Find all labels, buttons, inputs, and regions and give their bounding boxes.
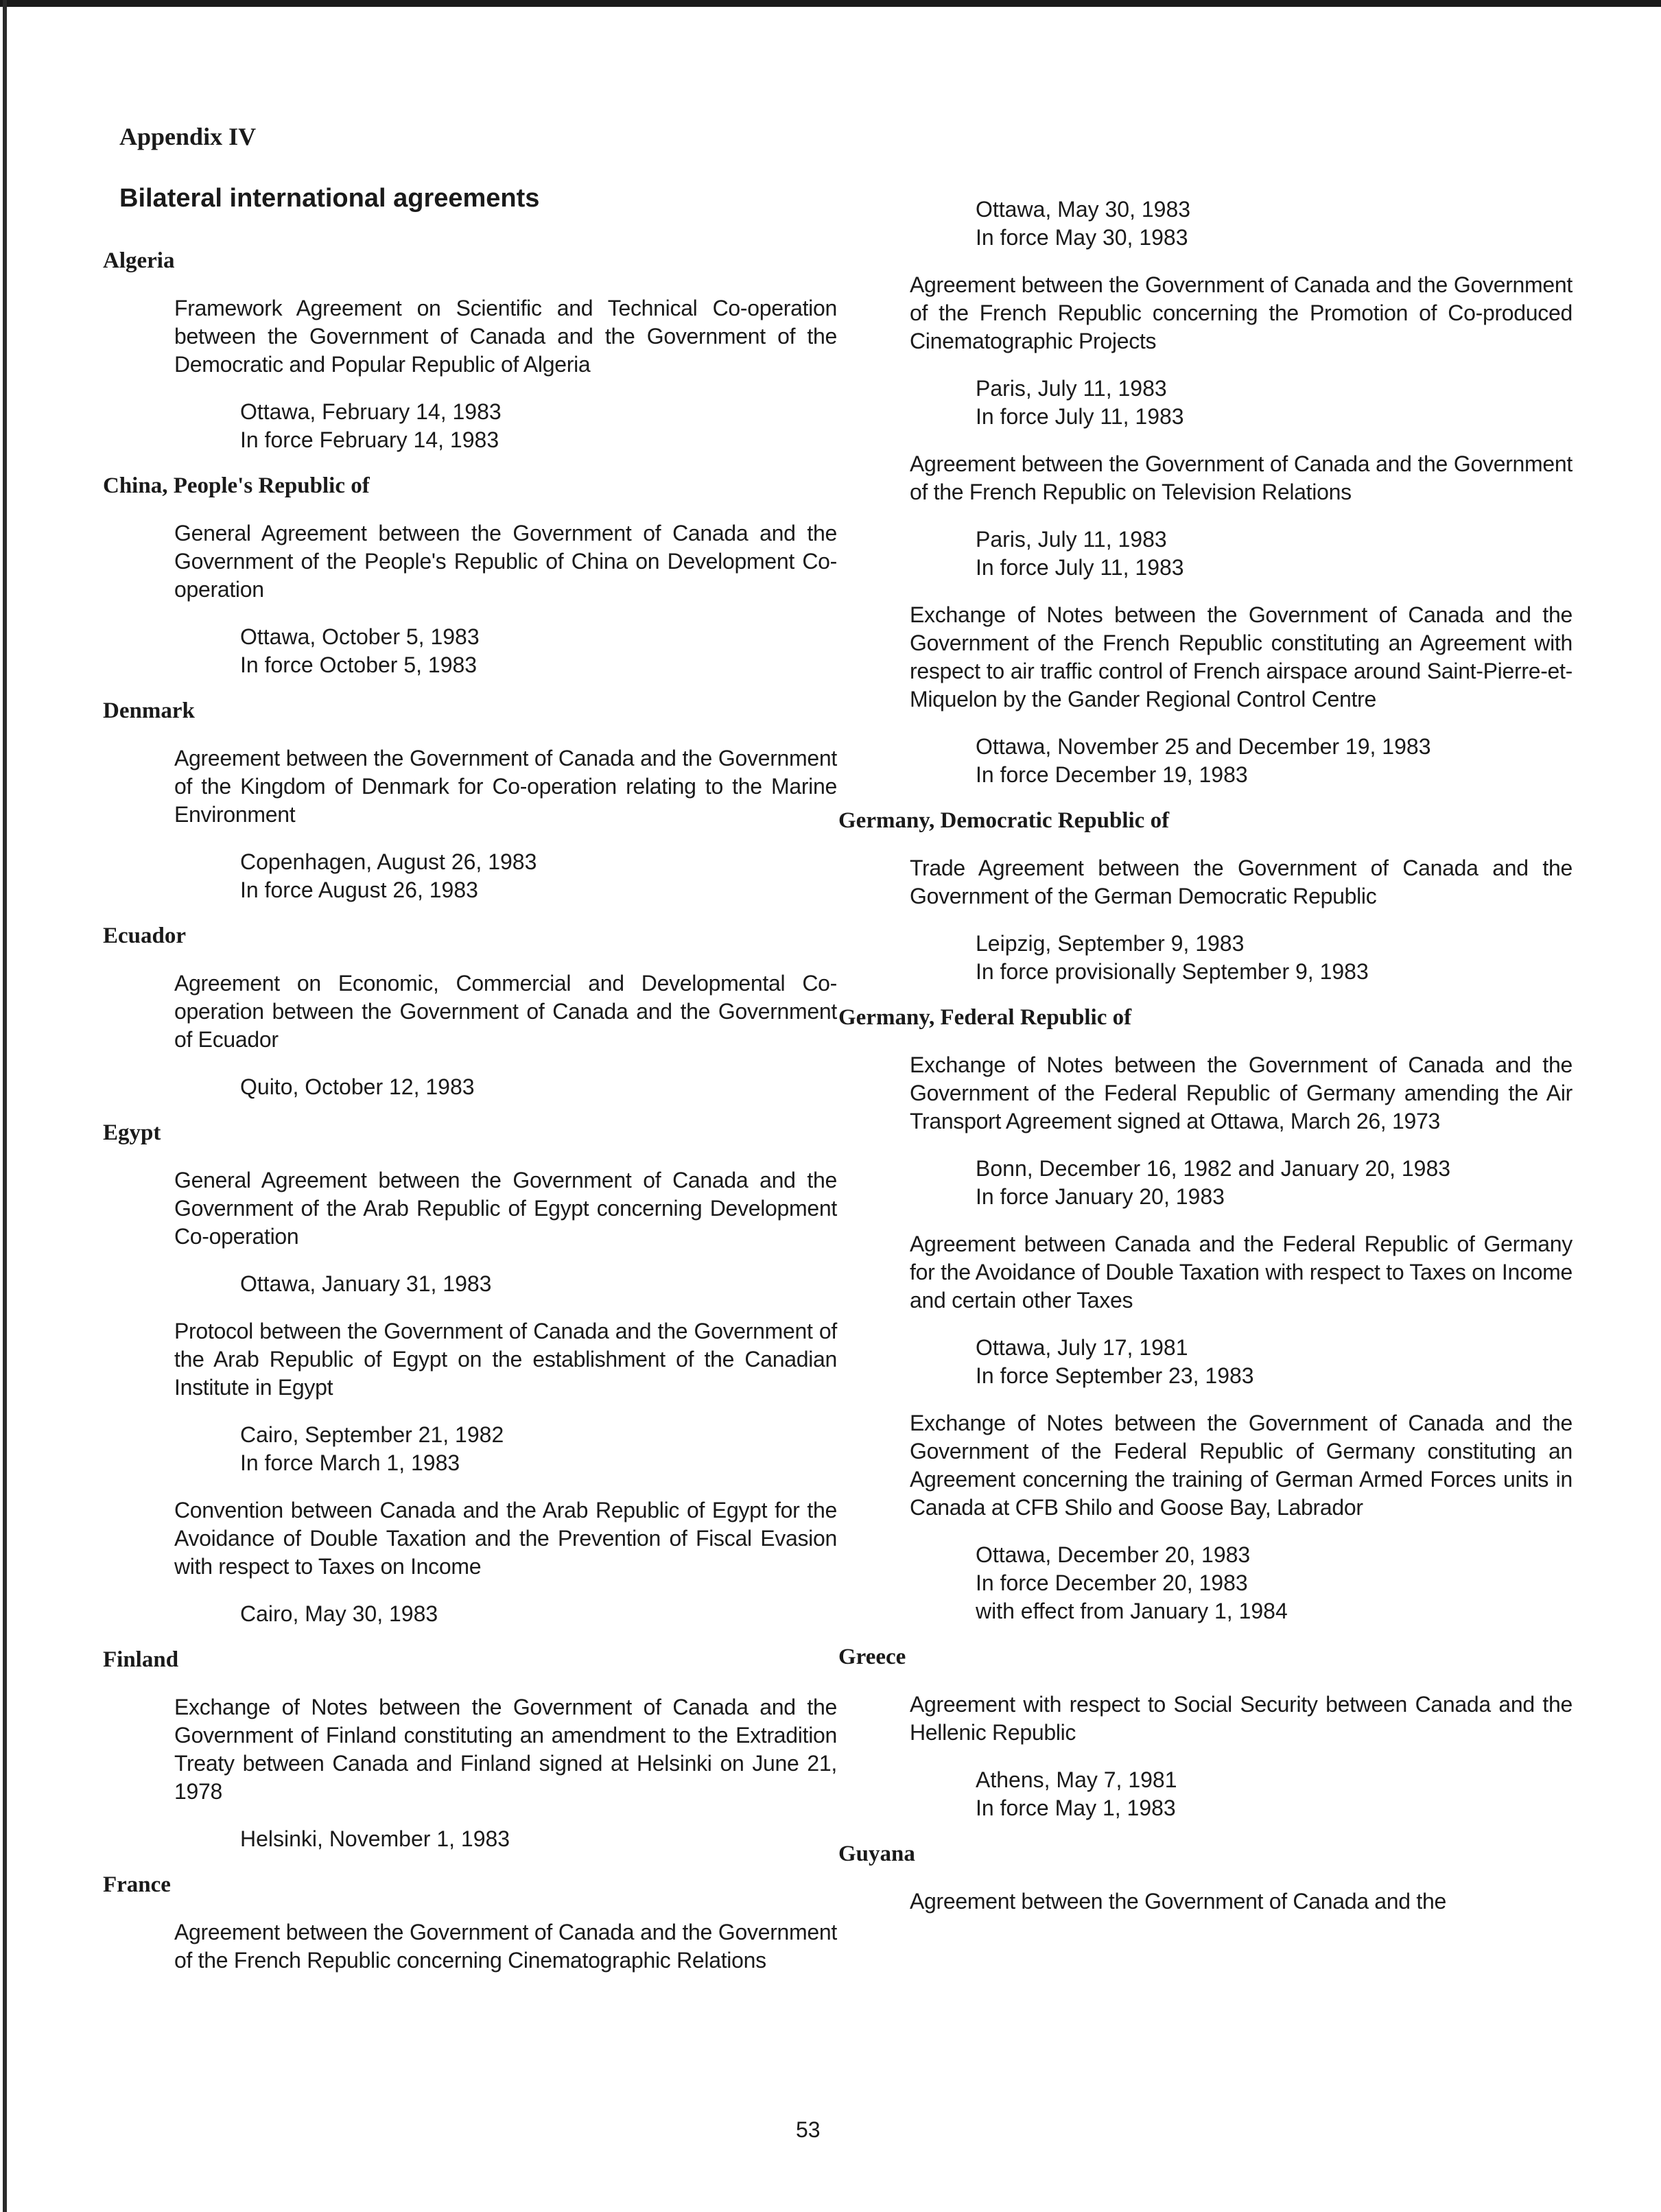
- agreement-title: Trade Agreement between the Government of Canada and the Government of the German Democratic Republic: [910, 856, 1572, 908]
- agreement-title: Framework Agreement on Scientific and Technical Co-operation between the Government of Canada and the Government of the Democratic and Popular Republic of Algeria: [174, 296, 837, 377]
- agreement-details: [240, 1825, 837, 1853]
- agreement-entry: [174, 519, 837, 679]
- agreement-entry: [174, 744, 837, 904]
- agreement-details: [240, 623, 837, 679]
- country-heading: France: [103, 1872, 171, 1897]
- agreement-details: [240, 398, 837, 454]
- agreement-detail-line: with effect from January 1, 1984: [976, 1599, 1288, 1623]
- agreement-details: [240, 848, 837, 904]
- page-title: Bilateral international agreements: [119, 184, 540, 213]
- agreement-entry: [910, 450, 1572, 582]
- country-heading: Germany, Federal Republic of: [838, 1005, 1132, 1030]
- country-heading: Algeria: [103, 248, 175, 273]
- agreement-details: [976, 526, 1572, 582]
- agreement-entry: [910, 854, 1572, 986]
- agreement-details: [976, 1541, 1572, 1625]
- agreement-title: Agreement between the Government of Canada and the Government of the Kingdom of Denmark for Co-operation relating to the Marine Environment: [174, 746, 837, 827]
- agreement-title: Agreement between the Government of Canada and the Government of the French Republic on Television Relations: [910, 451, 1572, 504]
- agreement-title: Exchange of Notes between the Government of Canada and the Government of the Federal Republic of Germany amending the Air Transport Agreement signed at Ottawa, March 26, 1973: [910, 1052, 1572, 1133]
- agreement-entry: [910, 196, 1572, 252]
- right-column: [838, 196, 1572, 1935]
- left-column: [103, 248, 837, 1994]
- agreement-detail-line: Leipzig, September 9, 1983: [976, 931, 1245, 956]
- agreement-detail-line: Copenhagen, August 26, 1983: [240, 849, 537, 874]
- agreement-entry: [174, 1693, 837, 1853]
- agreement-detail-line: Ottawa, December 20, 1983: [976, 1542, 1251, 1567]
- agreement-entry: [174, 1496, 837, 1628]
- agreement-detail-line: In force September 23, 1983: [976, 1363, 1254, 1388]
- agreement-detail-line: Ottawa, February 14, 1983: [240, 399, 502, 424]
- agreement-detail-line: In force May 1, 1983: [976, 1796, 1176, 1820]
- country-heading: Guyana: [838, 1842, 915, 1866]
- agreement-details: [976, 733, 1572, 789]
- agreement-detail-line: In force January 20, 1983: [976, 1184, 1225, 1209]
- agreement-details: [240, 1421, 837, 1477]
- agreement-detail-line: Cairo, May 30, 1983: [240, 1601, 438, 1626]
- agreement-details: [976, 930, 1572, 986]
- agreement-detail-line: Ottawa, October 5, 1983: [240, 624, 480, 649]
- agreement-details: [976, 196, 1572, 252]
- country-heading: Ecuador: [103, 923, 187, 948]
- agreement-detail-line: Ottawa, July 17, 1981: [976, 1335, 1188, 1360]
- agreement-title: Convention between Canada and the Arab Republic of Egypt for the Avoidance of Double Taxation and the Prevention of Fiscal Evasion with respect to Taxes on Income: [174, 1498, 837, 1579]
- country-heading: Denmark: [103, 698, 195, 723]
- agreement-entry: [910, 601, 1572, 789]
- agreement-title: Agreement with respect to Social Security between Canada and the Hellenic Republic: [910, 1692, 1572, 1745]
- country-heading: Finland: [103, 1647, 179, 1672]
- agreement-entry: [174, 969, 837, 1101]
- country-heading: Egypt: [103, 1120, 161, 1145]
- agreement-title: Exchange of Notes between the Government of Canada and the Government of Finland constituting an amendment to the Extradition Treaty between Canada and Finland signed at Helsinki on June 21, 1978: [174, 1695, 837, 1804]
- agreement-details: [240, 1073, 837, 1101]
- agreement-detail-line: In force August 26, 1983: [240, 878, 478, 902]
- agreement-entry: [174, 1317, 837, 1477]
- agreement-details: [240, 1270, 837, 1298]
- agreement-detail-line: Paris, July 11, 1983: [976, 527, 1167, 552]
- agreement-detail-line: Ottawa, January 31, 1983: [240, 1271, 492, 1296]
- agreement-detail-line: In force July 11, 1983: [976, 404, 1184, 429]
- agreement-details: [240, 1600, 837, 1628]
- agreement-title: Exchange of Notes between the Government of Canada and the Government of the Federal Republic of Germany constituting an Agreement concerning the training of German Armed Forces units in Canada at CFB Shilo and Goose Bay, Labrador: [910, 1411, 1572, 1520]
- agreement-detail-line: In force March 1, 1983: [240, 1450, 460, 1475]
- agreement-detail-line: In force February 14, 1983: [240, 427, 499, 452]
- agreement-detail-line: Helsinki, November 1, 1983: [240, 1826, 510, 1851]
- agreement-entry: [910, 1691, 1572, 1822]
- agreement-details: [976, 1155, 1572, 1211]
- agreement-detail-line: Cairo, September 21, 1982: [240, 1422, 504, 1447]
- agreement-detail-line: In force July 11, 1983: [976, 555, 1184, 580]
- agreement-entry: [910, 1409, 1572, 1625]
- agreement-title: Agreement between the Government of Canada and the Government of the French Republic concerning Cinematographic Relations: [174, 1920, 837, 1973]
- agreement-detail-line: Quito, October 12, 1983: [240, 1074, 475, 1099]
- agreement-details: [976, 1334, 1572, 1390]
- agreement-entry: [174, 1166, 837, 1298]
- agreement-detail-line: In force October 5, 1983: [240, 652, 478, 677]
- agreement-detail-line: Ottawa, November 25 and December 19, 1983: [976, 734, 1431, 759]
- agreement-title: Exchange of Notes between the Government of Canada and the Government of the French Republic constituting an Agreement with respect to air traffic control of French airspace around Saint-Pierre-et-Miquelon by the Gander Regional Control Centre: [910, 602, 1572, 711]
- agreement-title: General Agreement between the Government of Canada and the Government of the Arab Republic of Egypt concerning Development Co-operation: [174, 1168, 837, 1249]
- agreement-entry: [910, 1230, 1572, 1390]
- country-heading: China, People's Republic of: [103, 473, 370, 498]
- country-heading: Germany, Democratic Republic of: [838, 808, 1170, 833]
- agreement-detail-line: In force provisionally September 9, 1983: [976, 959, 1369, 984]
- appendix-label: Appendix IV: [119, 123, 257, 150]
- agreement-title: Agreement between the Government of Canada and the: [910, 1889, 1446, 1914]
- agreement-title: Agreement between the Government of Canada and the Government of the French Republic concerning the Promotion of Co-produced Cinematographic Projects: [910, 272, 1572, 353]
- agreement-title: Protocol between the Government of Canada and the Government of the Arab Republic of Egypt on the establishment of the Canadian Institute in Egypt: [174, 1319, 837, 1400]
- agreement-entry: [910, 271, 1572, 431]
- agreement-details: [976, 375, 1572, 431]
- agreement-entry: [910, 1051, 1572, 1211]
- agreement-entry: [174, 1918, 837, 1975]
- agreement-title: Agreement on Economic, Commercial and Developmental Co-operation between the Government of Canada and the Government of Ecuador: [174, 971, 837, 1052]
- agreement-title: General Agreement between the Government of Canada and the Government of the People's Republic of China on Development Co-operation: [174, 521, 837, 602]
- page-number: 53: [796, 2117, 821, 2142]
- agreement-title: Agreement between Canada and the Federal Republic of Germany for the Avoidance of Double Taxation with respect to Taxes on Income and certain other Taxes: [910, 1232, 1572, 1313]
- country-heading: Greece: [838, 1645, 906, 1669]
- agreement-detail-line: Athens, May 7, 1981: [976, 1767, 1177, 1792]
- agreement-detail-line: In force May 30, 1983: [976, 225, 1188, 250]
- agreement-detail-line: Paris, July 11, 1983: [976, 376, 1167, 401]
- agreement-entry: [910, 1887, 1572, 1916]
- agreement-detail-line: Ottawa, May 30, 1983: [976, 197, 1191, 222]
- agreement-entry: [174, 294, 837, 454]
- agreement-detail-line: In force December 19, 1983: [976, 762, 1248, 787]
- agreement-detail-line: Bonn, December 16, 1982 and January 20, 1983: [976, 1156, 1451, 1181]
- agreement-detail-line: In force December 20, 1983: [976, 1570, 1248, 1595]
- agreement-details: [976, 1766, 1572, 1822]
